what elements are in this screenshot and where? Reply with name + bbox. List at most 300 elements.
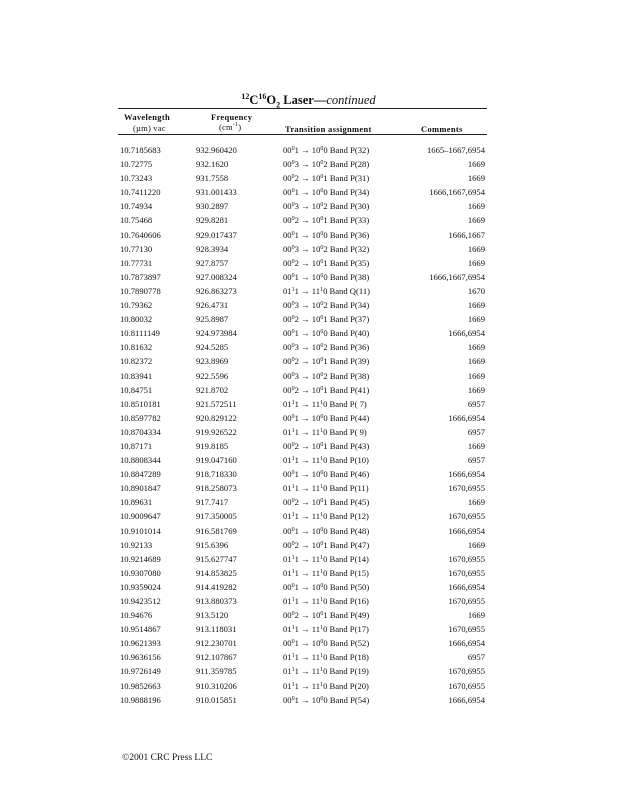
lower-level-end: 1 [323,384,328,395]
lower-level: 10 [311,370,321,381]
lower-level-end: 0 [323,145,328,155]
upper-level-end: 1 [294,455,299,466]
frequency-cell: 923.8969 [196,356,229,367]
upper-level: 00 [283,610,292,621]
frequency-cell: 929.017437 [196,229,237,240]
wavelength-cell: 10.9726149 [120,666,161,677]
band-name: Band P(30) [329,201,370,212]
frequency-cell: 932.960420 [196,145,237,155]
table-row [0,679,617,693]
arrow-icon: → [298,539,312,550]
comments-cell: 1669 [467,314,485,325]
lower-level-sup: 0 [320,315,324,322]
comments-cell: 1669 [467,539,485,550]
table-row [0,312,617,326]
table-row [0,213,617,227]
lower-level-sup: 0 [320,216,324,223]
upper-level-end: 1 [294,483,299,494]
arrow-icon: → [298,173,312,184]
upper-level-end: 2 [294,440,299,451]
upper-level: 00 [283,314,292,325]
frequency-cell: 926.863273 [196,285,237,296]
arrow-icon: → [298,652,312,663]
upper-level: 00 [283,440,292,451]
table-row [0,199,617,213]
comments-cell: 1665–1667,6954 [426,145,485,155]
lower-level-end: 0 [323,694,328,705]
upper-level-end: 2 [294,314,299,325]
frequency-cell: 927.008324 [196,271,237,282]
upper-level-sup: 0 [291,174,295,181]
upper-level-end: 1 [294,511,299,522]
table-row [0,157,617,171]
frequency-cell: 926.4731 [196,300,229,311]
upper-level-end: 3 [294,201,299,212]
header-rule [118,134,487,135]
upper-level: 01 [283,285,292,296]
lower-level: 11 [311,652,321,663]
lower-level-end: 0 [323,455,328,466]
band-name: Band P(48) [329,525,370,536]
lower-level-sup: 0 [320,272,324,279]
comments-cell: 1669 [467,384,485,395]
table-row [0,242,617,256]
comments-cell: 1670,6955 [448,666,485,677]
transition-cell [283,397,367,411]
band-name: Band P(47) [329,539,370,550]
transition-cell [283,509,369,523]
lower-level-end: 1 [323,314,328,325]
arrow-icon: → [298,384,312,395]
comments-cell: 1666,1667 [448,229,485,240]
wavelength-cell: 10.9636156 [120,652,161,663]
frequency-cell: 930.2897 [196,201,229,212]
lower-level-sup: 1 [320,427,324,434]
band-name: Band P(40) [329,328,370,339]
lower-level-sup: 0 [320,174,324,181]
wavelength-cell: 10.9514867 [120,624,161,635]
upper-level: 00 [283,469,292,480]
frequency-cell: 924.973984 [196,328,237,339]
arrow-icon: → [298,398,312,409]
lower-level: 11 [311,455,321,466]
title-count: 2 [276,100,281,110]
upper-level-end: 3 [294,159,299,170]
wavelength-cell: 10.7411220 [120,187,161,198]
table-row [0,467,617,481]
band-name: Band P(15) [329,567,369,578]
band-name: Band P(18) [329,652,369,663]
comments-cell: 1669 [467,243,485,254]
upper-level-sup: 0 [291,695,295,702]
arrow-icon: → [298,314,312,325]
upper-level: 00 [283,497,292,508]
transition-cell [283,594,369,608]
wavelength-cell: 10.94676 [120,610,153,621]
frequency-unit-exp: -1 [232,122,239,129]
upper-level-end: 1 [294,271,299,282]
lower-level-end: 0 [323,412,328,423]
comments-cell: 1669 [467,257,485,268]
upper-level: 00 [283,187,292,198]
lower-level-sup: 1 [320,681,324,688]
lower-level: 10 [311,215,321,226]
arrow-icon: → [298,666,312,677]
upper-level-sup: 0 [291,202,295,209]
lower-level-sup: 0 [320,160,324,167]
band-name: Band P(10) [329,455,369,466]
frequency-cell: 922.5596 [196,370,229,381]
comments-cell: 1666,6954 [448,638,485,649]
transition-cell [283,157,369,171]
upper-level-end: 2 [294,610,299,621]
table-row [0,425,617,439]
band-name: Band P(34) [329,300,370,311]
frequency-unit-open: (cm [219,122,233,132]
upper-level: 00 [283,257,292,268]
band-name: Band P( 9) [329,426,367,437]
lower-level-sup: 0 [320,301,324,308]
lower-level-end: 2 [323,342,328,353]
table-row [0,566,617,580]
upper-level-end: 1 [294,553,299,564]
lower-level: 10 [311,201,321,212]
comments-cell: 1669 [467,610,485,621]
frequency-cell: 915.627747 [196,553,237,564]
transition-cell [283,369,369,383]
transition-cell [283,495,369,509]
arrow-icon: → [298,426,312,437]
wavelength-cell: 10.8901847 [120,483,161,494]
table-row [0,693,617,707]
band-name: Band P( 7) [329,398,367,409]
upper-level-end: 1 [294,596,299,606]
upper-level: 01 [283,455,292,466]
lower-level-sup: 0 [320,230,324,237]
lower-level-end: 0 [323,652,328,663]
comments-cell: 1666,6954 [448,412,485,423]
upper-level-end: 3 [294,300,299,311]
wavelength-cell: 10.81632 [120,342,153,353]
table-row [0,453,617,467]
upper-level-sup: 1 [291,653,295,660]
lower-level-end: 0 [323,328,328,339]
transition-cell [283,622,369,636]
upper-level: 00 [283,412,292,423]
wavelength-cell: 10.8704334 [120,426,161,437]
upper-level-sup: 1 [291,484,295,491]
upper-level: 00 [283,173,292,184]
upper-level: 00 [283,638,292,649]
transition-cell [283,453,369,467]
upper-level-sup: 0 [291,244,295,251]
table-row [0,354,617,368]
band-name: Band P(38) [329,271,370,282]
frequency-cell: 913.880373 [196,596,237,606]
lower-level-end: 2 [323,300,328,311]
lower-level-sup: 1 [320,512,324,519]
frequency-cell: 931.001433 [196,187,237,198]
upper-level-sup: 1 [291,286,295,293]
upper-level: 01 [283,680,292,691]
band-name: Band P(36) [329,229,370,240]
comments-cell: 1670,6955 [448,596,485,606]
frequency-cell: 914.853825 [196,567,237,578]
upper-level-end: 3 [294,370,299,381]
lower-level-sup: 1 [320,667,324,674]
comments-cell: 1670,6955 [448,511,485,522]
arrow-icon: → [298,469,312,480]
upper-level: 00 [283,201,292,212]
frequency-cell: 921.8702 [196,384,229,395]
upper-level: 00 [283,271,292,282]
frequency-cell: 917.350005 [196,511,237,522]
wavelength-cell: 10.7640606 [120,229,161,240]
upper-level-sup: 1 [291,568,295,575]
lower-level-end: 2 [323,243,328,254]
transition-cell [283,284,370,298]
comments-cell: 1670,6955 [448,483,485,494]
lower-level-end: 1 [323,497,328,508]
frequency-cell: 915.6396 [196,539,229,550]
band-name: Band P(16) [329,596,369,606]
upper-level-sup: 1 [291,625,295,632]
lower-level-sup: 1 [320,554,324,561]
band-name: Band P(36) [329,342,370,353]
lower-level-sup: 1 [320,597,324,603]
transition-cell [283,185,369,199]
lower-level-sup: 0 [320,526,324,533]
lower-level-sup: 0 [320,611,324,618]
lower-level: 10 [311,342,321,353]
comments-cell: 1670 [467,285,485,296]
frequency-cell: 925.8987 [196,314,229,325]
transition-cell [283,679,369,693]
comments-cell: 1669 [467,440,485,451]
upper-level-sup: 0 [291,385,295,392]
upper-level-end: 2 [294,539,299,550]
lower-level: 11 [311,596,321,606]
lower-level: 10 [311,229,321,240]
frequency-cell: 929.8281 [196,215,229,226]
table-row [0,256,617,270]
band-name: Band P(46) [329,469,370,480]
frequency-cell: 910.310206 [196,680,237,691]
upper-level: 00 [283,159,292,170]
lower-level-end: 0 [323,483,328,494]
upper-level-end: 1 [294,328,299,339]
wavelength-cell: 10.9852663 [120,680,161,691]
lower-level-end: 0 [323,680,328,691]
transition-cell [283,552,369,566]
table-row [0,284,617,298]
comments-cell: 6957 [467,455,485,466]
upper-level-end: 1 [294,229,299,240]
lower-level: 10 [311,243,321,254]
lower-level: 10 [311,469,321,480]
lower-level: 10 [311,694,321,705]
wavelength-cell: 10.7890778 [120,285,161,296]
table-row [0,171,617,185]
lower-level-end: 0 [323,581,328,592]
lower-level: 11 [311,483,321,494]
comments-cell: 6957 [467,426,485,437]
upper-level-sup: 0 [291,230,295,237]
arrow-icon: → [298,497,312,508]
comments-cell: 1666,6954 [448,328,485,339]
arrow-icon: → [298,328,312,339]
lower-level: 11 [311,285,321,296]
lower-level-sup: 0 [320,146,324,152]
upper-level-sup: 1 [291,681,295,688]
wavelength-cell: 10.8847289 [120,469,161,480]
lower-level-sup: 1 [320,653,324,660]
lower-level-end: 0 [323,511,328,522]
lower-level-sup: 1 [320,286,324,293]
lower-level: 10 [311,384,321,395]
lower-level: 11 [311,553,321,564]
wavelength-cell: 10.87171 [120,440,153,451]
transition-cell [283,425,367,439]
upper-level-sup: 0 [291,470,295,477]
upper-level: 00 [283,342,292,353]
lower-level: 10 [311,497,321,508]
comments-cell: 1669 [467,342,485,353]
upper-level-end: 1 [294,666,299,677]
frequency-cell: 928.3934 [196,243,229,254]
lower-level-sup: 0 [320,357,324,364]
lower-level-sup: 0 [320,202,324,209]
upper-level-sup: 0 [291,160,295,167]
lower-level: 10 [311,638,321,649]
page-title [0,92,617,110]
upper-level-sup: 0 [291,216,295,223]
frequency-cell: 921.572511 [196,398,237,409]
wavelength-cell: 10.77130 [120,243,153,254]
frequency-cell: 919.926522 [196,426,237,437]
arrow-icon: → [298,581,312,592]
lower-level: 11 [311,666,321,677]
lower-level-end: 0 [323,187,328,198]
lower-level: 10 [311,271,321,282]
band-name: Band P(11) [329,483,369,494]
lower-level: 10 [311,173,321,184]
lower-level-sup: 0 [320,329,324,336]
lower-level-sup: 0 [320,498,324,505]
lower-level: 10 [311,257,321,268]
band-name: Band P(41) [329,384,370,395]
lower-level-end: 1 [323,440,328,451]
wavelength-cell: 10.9423512 [120,596,161,606]
header-transition: Transition assignment [285,124,372,134]
upper-level-end: 1 [294,567,299,578]
transition-cell [283,171,369,185]
lower-level: 10 [311,440,321,451]
upper-level-sup: 0 [291,540,295,547]
wavelength-cell: 10.89631 [120,497,153,508]
lower-level: 10 [311,356,321,367]
upper-level: 01 [283,596,292,606]
lower-level: 11 [311,426,321,437]
lower-level: 10 [311,581,321,592]
wavelength-cell: 10.9009647 [120,511,161,522]
upper-level-end: 1 [294,581,299,592]
upper-level-sup: 0 [291,301,295,308]
wavelength-cell: 10.9214689 [120,553,161,564]
wavelength-cell: 10.8111149 [120,328,160,339]
table-row [0,636,617,650]
band-name: Band P(44) [329,412,370,423]
wavelength-cell: 10.8510181 [120,398,161,409]
upper-level-end: 1 [294,285,299,296]
title-oxygen: O [266,93,277,108]
upper-level: 01 [283,426,292,437]
wavelength-cell: 10.8808344 [120,455,161,466]
upper-level: 01 [283,624,292,635]
upper-level: 01 [283,398,292,409]
title-mass-12: 12 [241,92,250,101]
table-row [0,650,617,664]
transition-cell [283,340,369,354]
comments-cell: 1669 [467,215,485,226]
title-mass-16: 16 [258,92,267,101]
table-row [0,369,617,383]
wavelength-cell: 10.74934 [120,201,153,212]
transition-cell [283,636,369,650]
arrow-icon: → [298,300,312,311]
upper-level: 00 [283,243,292,254]
transition-cell [283,467,369,481]
band-name: Band P(37) [329,314,370,325]
upper-level-end: 2 [294,384,299,395]
lower-level: 10 [311,314,321,325]
band-name: Band P(50) [329,581,370,592]
band-name: Band P(49) [329,610,370,621]
lower-level-sup: 0 [320,441,324,448]
upper-level-end: 1 [294,652,299,663]
table-row [0,552,617,566]
band-name: Band P(33) [329,215,370,226]
upper-level-end: 1 [294,412,299,423]
upper-level-sup: 0 [291,371,295,378]
frequency-cell: 911.359785 [196,666,237,677]
frequency-unit-close: ) [238,122,242,132]
transition-cell [283,608,369,622]
arrow-icon: → [298,694,312,705]
arrow-icon: → [298,257,312,268]
comments-cell: 1669 [467,356,485,367]
upper-level-sup: 0 [291,526,295,533]
upper-level-end: 2 [294,215,299,226]
upper-level-sup: 0 [291,315,295,322]
lower-level-end: 0 [323,285,328,296]
upper-level-sup: 0 [291,498,295,505]
lower-level: 10 [311,539,321,550]
upper-level: 00 [283,215,292,226]
upper-level-sup: 0 [291,272,295,279]
lower-level-end: 2 [323,159,328,170]
upper-level-sup: 0 [291,343,295,350]
arrow-icon: → [298,159,312,170]
upper-level-end: 1 [294,694,299,705]
arrow-icon: → [298,553,312,564]
wavelength-cell: 10.75468 [120,215,153,226]
upper-level-end: 1 [294,426,299,437]
table-row [0,524,617,538]
arrow-icon: → [298,483,312,494]
upper-level: 00 [283,145,292,155]
table-row [0,481,617,495]
